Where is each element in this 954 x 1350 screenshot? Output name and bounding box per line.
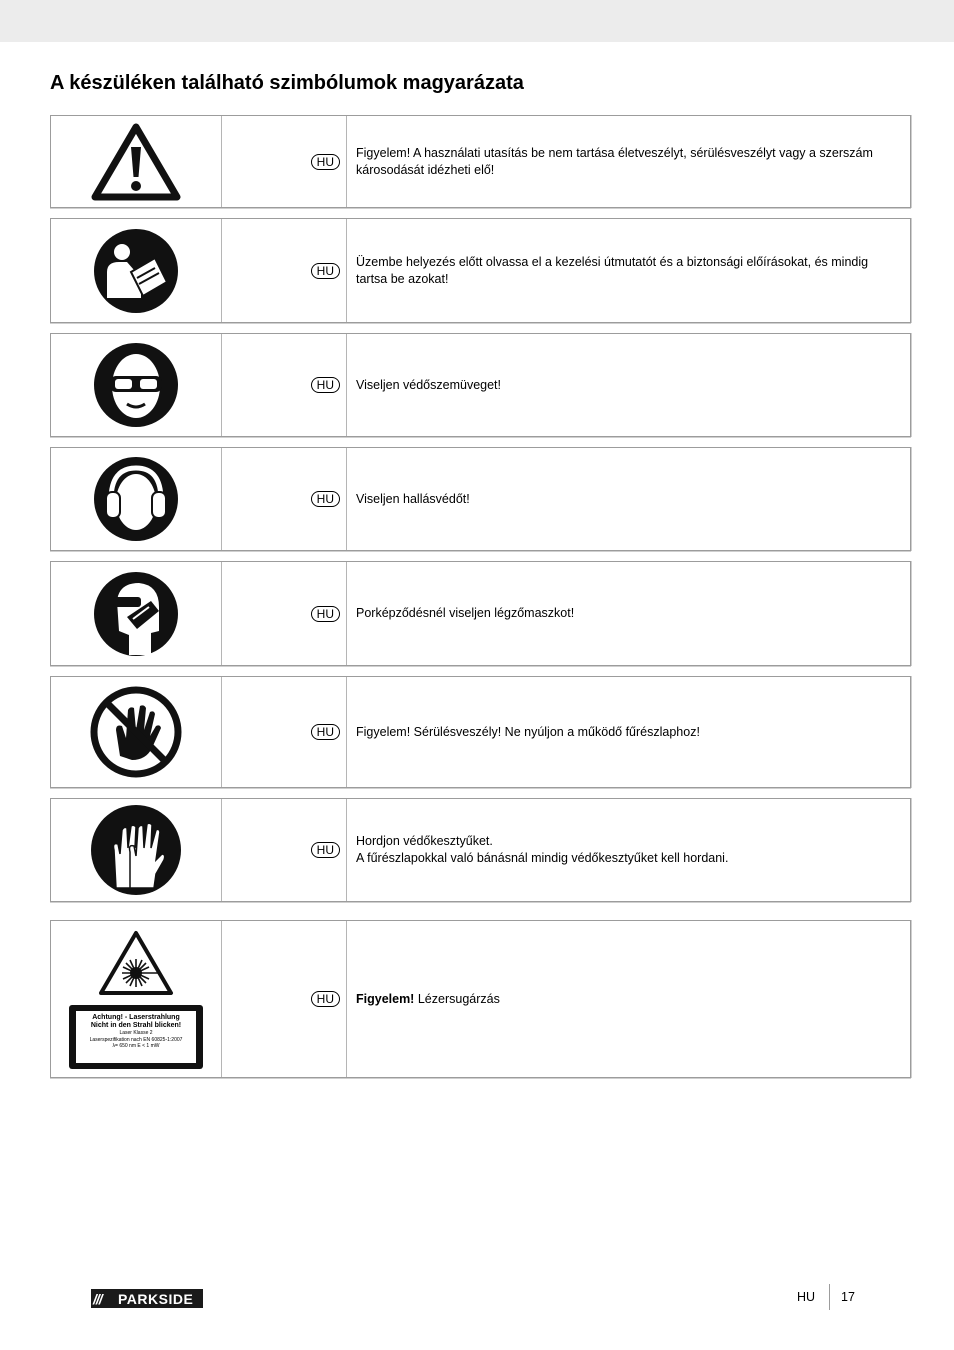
read-manual-icon [93, 228, 179, 314]
description-text [356, 833, 728, 867]
laser-label-line: Laserspezifikation nach EN 60825-1:2007 [89, 1036, 183, 1043]
laser-label-line: Nicht in den Strahl blicken! [90, 1022, 182, 1029]
description-cell [347, 219, 910, 322]
footer-divider [829, 1284, 830, 1310]
page-title: A készüléken található szimbólumok magyarázata [50, 72, 524, 94]
lang-cell [222, 334, 347, 436]
footer-language: HU [797, 1290, 816, 1304]
symbol-row-respirator [50, 561, 911, 666]
symbol-cell [51, 562, 222, 665]
top-bar [0, 0, 954, 42]
symbol-cell [51, 219, 222, 322]
symbol-cell [51, 334, 222, 436]
laser-warning-icon [97, 929, 175, 997]
symbol-row-warning [50, 115, 911, 208]
symbol-row-laser [50, 920, 911, 1078]
description-text: Viseljen védőszemüveget! [356, 377, 501, 392]
logo-slashes: /// [93, 1290, 102, 1307]
lang-cell [222, 448, 347, 550]
lang-badge: HU [311, 724, 340, 740]
safety-goggles-icon [93, 342, 179, 428]
symbol-cell [51, 448, 222, 550]
lang-cell [222, 921, 347, 1077]
description-text [356, 991, 500, 1008]
symbol-row-read-manual [50, 218, 911, 323]
respirator-mask-icon [93, 571, 179, 657]
description-cell [347, 334, 910, 436]
symbol-row-no-touch [50, 676, 911, 788]
lang-cell [222, 562, 347, 665]
symbol-cell [51, 677, 222, 787]
symbol-row-ear-protection [50, 447, 911, 551]
lang-badge: HU [311, 263, 340, 279]
description-text: Viseljen hallásvédőt! [356, 491, 470, 506]
laser-label-sign [69, 1005, 203, 1069]
page-number: 17 [841, 1290, 855, 1304]
description-cell [347, 677, 910, 787]
description-text: Porképződésnél viseljen légzőmaszkot! [356, 606, 575, 620]
ear-protection-icon [93, 456, 179, 542]
laser-label-line: λ= 650 nm E < 1 mW [112, 1043, 160, 1049]
laser-label-inner [75, 1010, 197, 1064]
lang-badge: HU [311, 842, 340, 858]
lang-badge: HU [311, 491, 340, 507]
logo-brand: PARKSIDE [118, 1290, 194, 1307]
description-cell [347, 921, 910, 1077]
lang-cell [222, 799, 347, 901]
warning-triangle-icon [91, 123, 181, 201]
no-touch-hand-icon [90, 686, 182, 778]
description-text: Üzembe helyezés előtt olvassa el a kezelési útmutatót és a biztonsági előírásokat, és mindig tartsa be azokat! [356, 254, 869, 286]
description-line: A fűrészlapokkal való bánásnál mindig védőkesztyűket kell hordani. [356, 851, 729, 865]
symbol-row-goggles [50, 333, 911, 437]
lang-badge: HU [311, 606, 340, 622]
laser-label-line: Achtung! - Laserstrahlung [92, 1014, 180, 1021]
description-bold: Figyelem! [356, 991, 415, 1006]
description-cell [347, 116, 910, 207]
protective-gloves-icon [90, 804, 182, 896]
lang-badge: HU [311, 154, 340, 170]
description-text: Figyelem! A használati utasítás be nem tartása életveszélyt, sérülésveszélyt vagy a szerszám károsodását idézheti elő! [356, 145, 873, 177]
description-line: Hordjon védőkesztyűket. [356, 834, 493, 848]
laser-label-line: Laser Klasse 2 [119, 1030, 153, 1036]
symbol-row-gloves [50, 798, 911, 902]
symbol-cell [51, 799, 222, 901]
lang-cell [222, 677, 347, 787]
lang-cell [222, 116, 347, 207]
parkside-logo [91, 1289, 203, 1308]
lang-cell [222, 219, 347, 322]
description-cell [347, 799, 910, 901]
symbol-cell [51, 921, 222, 1077]
symbol-cell [51, 116, 222, 207]
description-cell [347, 448, 910, 550]
description-rest: Lézersugárzás [417, 991, 500, 1006]
lang-badge: HU [311, 377, 340, 393]
description-cell [347, 562, 910, 665]
description-text: Figyelem! Sérülésveszély! Ne nyúljon a működő fűrészlaphoz! [356, 724, 700, 739]
lang-badge: HU [311, 991, 340, 1007]
